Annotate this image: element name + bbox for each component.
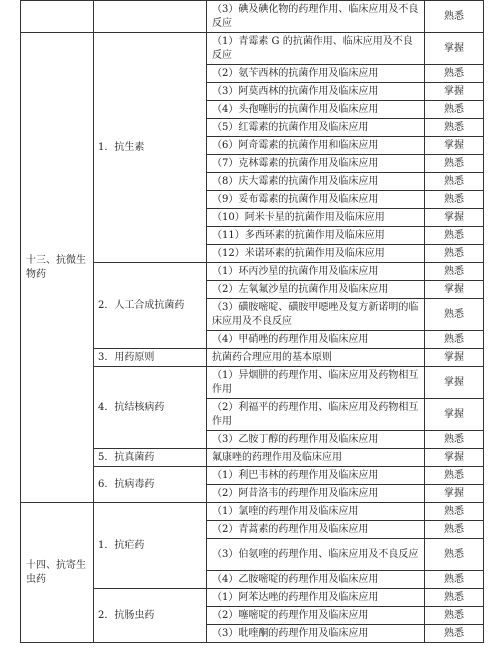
subunit-cell: 6．抗病毒药: [94, 467, 207, 503]
mastery-level-cell: 掌握: [425, 449, 484, 467]
subunit-cell: 4．抗结核病药: [94, 367, 207, 449]
mastery-level-cell: 掌握: [425, 349, 484, 367]
requirement-cell: （3）阿莫西林的抗菌作用及临床应用: [207, 83, 425, 101]
mastery-level-cell: 熟悉: [425, 607, 484, 625]
requirement-cell: （1）青霉素 G 的抗菌作用、临床应用及不良反应: [207, 33, 425, 65]
requirement-cell: （2）氨苄西林的抗菌作用及临床应用: [207, 65, 425, 83]
requirement-cell: （3）伯氨喹的药理作用、临床应用及不良反应: [207, 539, 425, 571]
unit-cell: [21, 1, 94, 33]
subunit-cell: 3．用药原则: [94, 349, 207, 367]
requirement-cell: （12）米诺环素的抗菌作用及临床应用: [207, 245, 425, 263]
requirement-cell: （2）左氧氟沙星的抗菌作用及临床应用: [207, 281, 425, 299]
mastery-level-cell: 熟悉: [425, 191, 484, 209]
requirement-cell: （10）阿米卡星的抗菌作用及临床应用: [207, 209, 425, 227]
mastery-level-cell: 掌握: [425, 83, 484, 101]
table-row: [21, 503, 484, 521]
requirement-cell: 抗菌药合理应用的基本原则: [207, 349, 425, 367]
requirement-cell: 氟康唑的药理作用及临床应用: [207, 449, 425, 467]
subunit-cell: 1．抗疟药: [94, 503, 207, 589]
subunit-cell: [94, 1, 207, 33]
requirement-cell: （4）乙胺嘧啶的药理作用及临床应用: [207, 571, 425, 589]
requirement-cell: （6）阿奇霉素的抗菌作用和临床应用: [207, 137, 425, 155]
subunit-cell: 2．抗肠虫药: [94, 589, 207, 643]
mastery-level-cell: 掌握: [425, 367, 484, 399]
table-row: [21, 33, 484, 65]
mastery-level-cell: 熟悉: [425, 263, 484, 281]
mastery-level-cell: 掌握: [425, 281, 484, 299]
mastery-level-cell: 熟悉: [425, 299, 484, 331]
mastery-level-cell: 熟悉: [425, 227, 484, 245]
requirement-cell: （3）碘及碘化物的药理作用、临床应用及不良反应: [207, 1, 425, 33]
requirement-cell: （1）利巴韦林的药理作用及临床应用: [207, 467, 425, 485]
mastery-level-cell: 掌握: [425, 399, 484, 431]
mastery-level-cell: 熟悉: [425, 101, 484, 119]
unit-cell: 十三、抗微生物药: [21, 33, 94, 503]
mastery-level-cell: 熟悉: [425, 245, 484, 263]
mastery-level-cell: 熟悉: [425, 625, 484, 643]
requirement-cell: （1）阿苯达唑的药理作用及临床应用: [207, 589, 425, 607]
requirement-cell: （2）青蒿素的药理作用及临床应用: [207, 521, 425, 539]
mastery-level-cell: 掌握: [425, 209, 484, 227]
requirement-cell: （11）多西环素的抗菌作用及临床应用: [207, 227, 425, 245]
requirement-cell: （2）噻嘧啶的药理作用及临床应用: [207, 607, 425, 625]
syllabus-table-body: [21, 1, 484, 643]
unit-cell: 十四、抗寄生虫药: [21, 503, 94, 643]
requirement-cell: （3）吡喹酮的药理作用及临床应用: [207, 625, 425, 643]
mastery-level-cell: 熟悉: [425, 331, 484, 349]
mastery-level-cell: 熟悉: [425, 65, 484, 83]
requirement-cell: （7）克林霉素的抗菌作用及临床应用: [207, 155, 425, 173]
mastery-level-cell: 熟悉: [425, 571, 484, 589]
syllabus-table: [20, 0, 484, 643]
requirement-cell: （3）乙胺丁醇的药理作用及临床应用: [207, 431, 425, 449]
mastery-level-cell: 掌握: [425, 137, 484, 155]
requirement-cell: （1）环丙沙星的抗菌作用及临床应用: [207, 263, 425, 281]
subunit-cell: 2．人工合成抗菌药: [94, 263, 207, 349]
mastery-level-cell: 掌握: [425, 485, 484, 503]
table-row: [21, 1, 484, 33]
requirement-cell: （8）庆大霉素的抗菌作用及临床应用: [207, 173, 425, 191]
requirement-cell: （2）阿昔洛韦的药理作用及临床应用: [207, 485, 425, 503]
mastery-level-cell: 熟悉: [425, 1, 484, 33]
requirement-cell: （2）利福平的药理作用、临床应用及药物相互作用: [207, 399, 425, 431]
requirement-cell: （3）磺胺嘧啶、磺胺甲噁唑及复方新诺明的临床应用及不良反应: [207, 299, 425, 331]
requirement-cell: （4）甲硝唑的药理作用及临床应用: [207, 331, 425, 349]
mastery-level-cell: 熟悉: [425, 503, 484, 521]
subunit-cell: 1．抗生素: [94, 33, 207, 263]
requirement-cell: （5）红霉素的抗菌作用及临床应用: [207, 119, 425, 137]
mastery-level-cell: 熟悉: [425, 467, 484, 485]
requirement-cell: （1）异烟肼的药理作用、临床应用及药物相互作用: [207, 367, 425, 399]
mastery-level-cell: 熟悉: [425, 431, 484, 449]
mastery-level-cell: 熟悉: [425, 589, 484, 607]
mastery-level-cell: 熟悉: [425, 173, 484, 191]
requirement-cell: （1）氯喹的药理作用及临床应用: [207, 503, 425, 521]
mastery-level-cell: 熟悉: [425, 155, 484, 173]
mastery-level-cell: 熟悉: [425, 539, 484, 571]
mastery-level-cell: 掌握: [425, 33, 484, 65]
mastery-level-cell: 熟悉: [425, 119, 484, 137]
subunit-cell: 5．抗真菌药: [94, 449, 207, 467]
mastery-level-cell: 熟悉: [425, 521, 484, 539]
requirement-cell: （9）妥布霉素的抗菌作用及临床应用: [207, 191, 425, 209]
requirement-cell: （4）头孢噻肟的抗菌作用及临床应用: [207, 101, 425, 119]
